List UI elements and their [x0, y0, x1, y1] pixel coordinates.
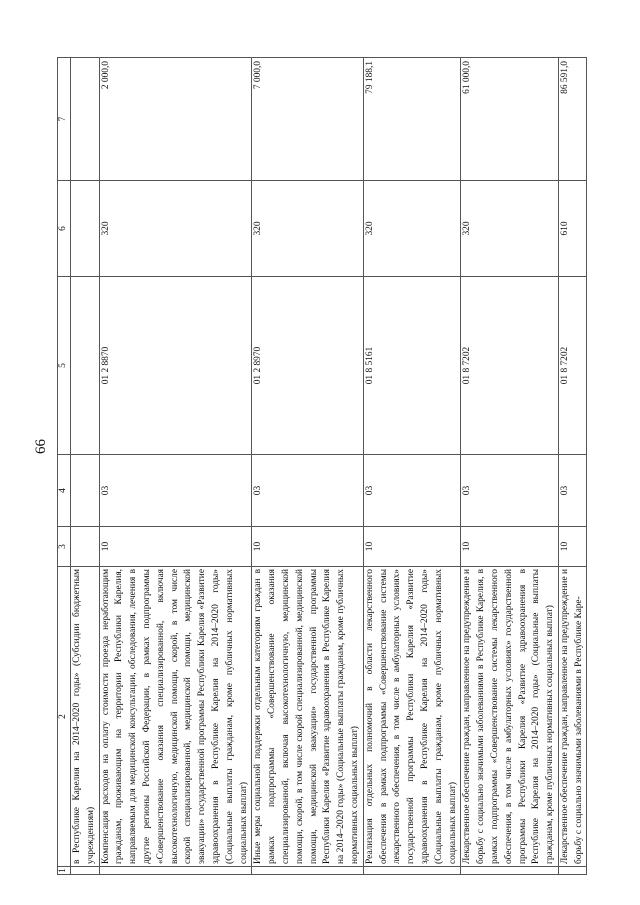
row-section: 10 — [252, 527, 363, 567]
row-target-code: 01 8 7202 — [558, 277, 587, 455]
row-expense-type — [71, 181, 100, 277]
row-amount: 7 000,0 — [252, 58, 363, 181]
table-row — [558, 58, 587, 875]
header-col-7: 7 — [58, 58, 71, 181]
header-row — [58, 58, 71, 875]
row-col-1 — [461, 867, 559, 875]
row-target-code: 01 2 8870 — [99, 277, 252, 455]
row-description: Иные меры социальной поддержки отдельным категориям граждан в рамках подпрограммы «Совершенствование оказания специализированной, включая высокотехнологичную, медицинской помощи, скорой, в том числе скорой специализированной, медицинской помощи, медицинской эвакуации» государственной программы Республики Карелия «Развитие здравоохранения в Республике Карелия на 2014–2020 годы» (Социальные выплаты гражданам, кроме публичных нормативных социальных выплат) — [252, 567, 363, 867]
row-expense-type: 320 — [99, 181, 252, 277]
row-subsection: 03 — [461, 455, 559, 527]
row-subsection: 03 — [558, 455, 587, 527]
row-expense-type: 610 — [558, 181, 587, 277]
table-row — [71, 58, 100, 875]
row-col-1 — [363, 867, 461, 875]
header-col-6: 6 — [58, 181, 71, 277]
table-row — [363, 58, 461, 875]
row-amount: 2 000,0 — [99, 58, 252, 181]
header-col-5: 5 — [58, 277, 71, 455]
row-description: Лекарственное обеспечение граждан, направленное на предупреждение и борьбу с социально значимыми заболеваниями в Республике Карелия, в рамках подпрограммы «Совершенствование системы лекарственного обеспечения, в том числе в амбулаторных условиях» государственной программы Республики Карелия «Развитие здравоохранения в Республике Карелия на 2014–2020 годы» (Социальные выплаты гражданам, кроме публичных нормативных социальных выплат) — [461, 567, 559, 867]
row-col-1 — [71, 867, 100, 875]
row-section: 10 — [363, 527, 461, 567]
row-amount: 86 591,0 — [558, 58, 587, 181]
row-amount: 79 188,1 — [363, 58, 461, 181]
rotated-page-content — [57, 58, 590, 875]
page-number: 66 — [33, 439, 49, 454]
row-expense-type: 320 — [461, 181, 559, 277]
table-row — [99, 58, 252, 875]
table-header — [58, 58, 71, 875]
table-row — [252, 58, 363, 875]
row-amount — [71, 58, 100, 181]
row-expense-type: 320 — [363, 181, 461, 277]
header-col-3: 3 — [58, 527, 71, 567]
row-description: Реализация отдельных полномочий в области лекарственного обеспечения в рамках подпрограммы «Совершенствование системы лекарственного обеспечения, в том числе в амбулаторных условиях» государственной программы Республики Карелия «Развитие здравоохранения в Республике Карелия на 2014–2020 годы» (Социальные выплаты гражданам, кроме публичных нормативных социальных выплат) — [363, 567, 461, 867]
row-subsection: 03 — [363, 455, 461, 527]
row-target-code: 01 8 7202 — [461, 277, 559, 455]
row-target-code: 01 8 5161 — [363, 277, 461, 455]
row-description: Компенсация расходов на оплату стоимости проезда неработающим гражданам, проживающим на территории Республики Карелия, направляемым для медицинской консультации, обследования, лечения в другие регионы Российской Федерации, в рамках подпрограммы «Совершенствование оказания специализированной, включая высокотехнологичную, медицинской помощи, скорой, в том числе скорой специализированной, медицинской помощи, медицинской эвакуации» государственной программы Республики Карелия «Развитие здравоохранения в Республике Карелия на 2014–2020 годы» (Социальные выплаты гражданам, кроме публичных нормативных социальных выплат) — [99, 567, 252, 867]
row-section — [71, 527, 100, 567]
row-subsection — [71, 455, 100, 527]
row-col-1 — [99, 867, 252, 875]
row-description: в Республике Карелия на 2014–2020 годы» (Субсидии бюджетным учреждениям) — [71, 567, 100, 867]
row-target-code: 01 2 8970 — [252, 277, 363, 455]
row-subsection: 03 — [99, 455, 252, 527]
header-col-4: 4 — [58, 455, 71, 527]
row-section: 10 — [558, 527, 587, 567]
header-col-2: 2 — [58, 567, 71, 867]
row-subsection: 03 — [252, 455, 363, 527]
row-section: 10 — [99, 527, 252, 567]
row-col-1 — [558, 867, 587, 875]
row-description: Лекарственное обеспечение граждан, направленное на предупреждение и борьбу с социально значимыми заболеваниями в Республике Каре- — [558, 567, 587, 867]
row-amount: 61 000,0 — [461, 58, 559, 181]
row-section: 10 — [461, 527, 559, 567]
row-target-code — [71, 277, 100, 455]
row-col-1 — [252, 867, 363, 875]
row-expense-type: 320 — [252, 181, 363, 277]
table-row — [461, 58, 559, 875]
header-col-1: 1 — [58, 867, 71, 875]
budget-table — [57, 57, 587, 875]
